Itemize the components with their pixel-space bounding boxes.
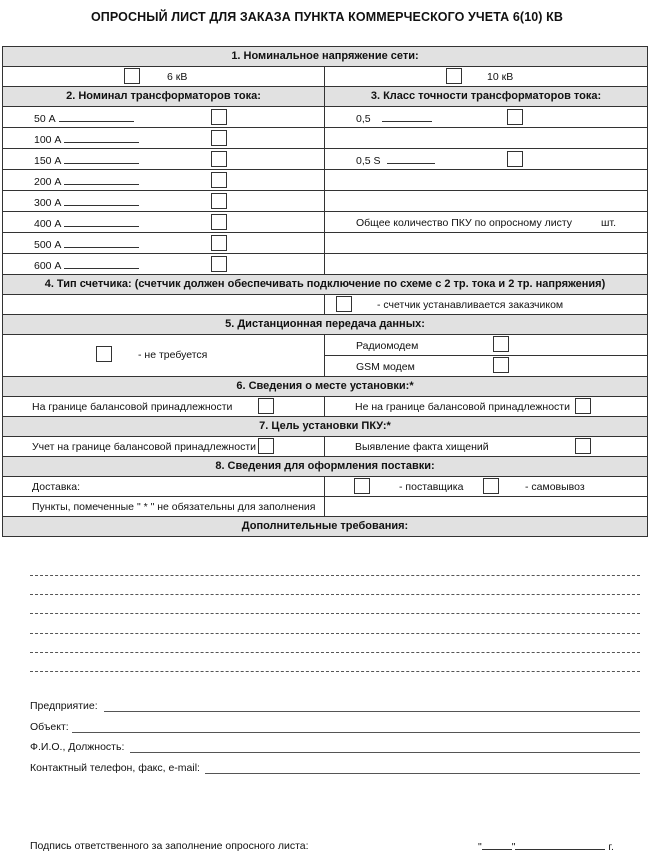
delivery-pickup-label: - самовывоз	[525, 481, 585, 493]
year-suffix: г.	[608, 841, 614, 853]
gsm-modem-checkbox[interactable]	[493, 357, 509, 373]
boundary-metering-label: Учет на границе балансовой принадлежности	[32, 441, 256, 453]
ct-100-label: 100 А	[34, 134, 62, 146]
ct-500-checkbox[interactable]	[211, 235, 227, 251]
section-4-options	[3, 295, 647, 315]
voltage-6kv-checkbox[interactable]	[124, 68, 140, 84]
delivery-label: Доставка:	[32, 481, 81, 493]
voltage-10kv-label: 10 кВ	[487, 71, 514, 83]
boundary-metering-checkbox[interactable]	[258, 438, 274, 454]
extra-requirements-header: Дополнительные требования:	[3, 517, 647, 537]
ct-600-checkbox[interactable]	[211, 256, 227, 272]
theft-detection-checkbox[interactable]	[575, 438, 591, 454]
delivery-row	[3, 477, 647, 497]
object-label: Объект:	[30, 721, 69, 733]
ct-100-checkbox[interactable]	[211, 130, 227, 146]
date-month-field[interactable]	[515, 840, 605, 850]
delivery-supplier-label: - поставщика	[399, 481, 464, 493]
section-7-header: 7. Цель установки ПКУ:*	[3, 417, 647, 437]
section-1-options	[3, 67, 647, 87]
section-3-header: 3. Класс точности трансформаторов тока:	[370, 90, 602, 102]
ct-row	[3, 149, 647, 170]
company-field[interactable]	[104, 711, 640, 712]
ct-50-checkbox[interactable]	[211, 109, 227, 125]
section-2-3-header	[3, 87, 647, 107]
ct-row	[3, 212, 647, 233]
theft-detection-label: Выявление факта хищений	[355, 441, 489, 453]
radio-modem-label: Радиомодем	[356, 340, 419, 352]
ct-row	[3, 128, 647, 149]
signature-date: " " г.	[478, 841, 614, 853]
accuracy-05s-label: 0,5 S	[356, 155, 381, 167]
accuracy-05-label: 0,5	[356, 113, 371, 125]
delivery-pickup-checkbox[interactable]	[483, 478, 499, 494]
person-label: Ф.И.О., Должность:	[30, 741, 125, 753]
ct-400-checkbox[interactable]	[211, 214, 227, 230]
ct-400-label: 400 А	[34, 218, 62, 230]
off-boundary-label: Не на границе балансовой принадлежности	[355, 401, 570, 413]
ct-300-label: 300 А	[34, 197, 62, 209]
form-title: ОПРОСНЫЙ ЛИСТ ДЛЯ ЗАКАЗА ПУНКТА КОММЕРЧЕСКОГО УЧЕТА 6(10) КВ	[90, 10, 563, 24]
ct-row	[3, 191, 647, 212]
section-1-header: 1. Номинальное напряжение сети:	[3, 47, 647, 67]
meter-by-customer-checkbox[interactable]	[336, 296, 352, 312]
date-day-field[interactable]	[482, 840, 512, 850]
no-transfer-checkbox[interactable]	[96, 346, 112, 362]
off-boundary-checkbox[interactable]	[575, 398, 591, 414]
meter-by-customer-label: - счетчик устанавливается заказчиком	[377, 299, 564, 311]
questionnaire-table	[2, 46, 648, 537]
no-transfer-label: - не требуется	[138, 349, 208, 361]
voltage-10kv-checkbox[interactable]	[446, 68, 462, 84]
ct-600-label: 600 А	[34, 260, 62, 272]
delivery-supplier-checkbox[interactable]	[354, 478, 370, 494]
on-boundary-checkbox[interactable]	[258, 398, 274, 414]
optional-fields-note: Пункты, помеченные " * " не обязательны для заполнения	[32, 501, 316, 513]
ct-row	[3, 107, 647, 128]
ct-row	[3, 233, 647, 254]
accuracy-05-checkbox[interactable]	[507, 109, 523, 125]
phone-label: Контактный телефон, факс, e-mail:	[30, 762, 200, 774]
radio-modem-checkbox[interactable]	[493, 336, 509, 352]
gsm-modem-label: GSM модем	[356, 361, 415, 373]
pku-quantity-label: Общее количество ПКУ по опросному листу	[356, 217, 573, 229]
ct-50-label: 50 А	[34, 113, 56, 125]
ct-300-checkbox[interactable]	[211, 193, 227, 209]
voltage-6kv-label: 6 кВ	[167, 71, 188, 83]
section-5-options	[3, 335, 647, 377]
company-label: Предприятие:	[30, 700, 98, 712]
phone-field[interactable]	[205, 773, 640, 774]
ct-row	[3, 170, 647, 191]
ct-200-label: 200 А	[34, 176, 62, 188]
section-6-options	[3, 397, 647, 417]
section-6-header: 6. Сведения о месте установки:*	[3, 377, 647, 397]
ct-150-label: 150 А	[34, 155, 62, 167]
section-8-header: 8. Сведения для оформления поставки:	[3, 457, 647, 477]
ct-500-label: 500 А	[34, 239, 62, 251]
section-4-header: 4. Тип счетчика: (счетчик должен обеспечивать подключение по схеме с 2 тр. тока и 2 тр. напряжения)	[3, 275, 647, 295]
on-boundary-label: На границе балансовой принадлежности	[32, 401, 233, 413]
section-2-header: 2. Номинал трансформаторов тока:	[3, 87, 325, 106]
signature-label: Подпись ответственного за заполнение опросного листа:	[30, 840, 309, 852]
ct-150-checkbox[interactable]	[211, 151, 227, 167]
pku-quantity-unit: шт.	[601, 217, 616, 229]
ct-200-checkbox[interactable]	[211, 172, 227, 188]
accuracy-05s-checkbox[interactable]	[507, 151, 523, 167]
object-field[interactable]	[72, 732, 640, 733]
person-field[interactable]	[130, 752, 640, 753]
section-5-header: 5. Дистанционная передача данных:	[3, 315, 647, 335]
section-7-options	[3, 437, 647, 457]
ct-row	[3, 254, 647, 275]
optional-note-row	[3, 497, 647, 517]
